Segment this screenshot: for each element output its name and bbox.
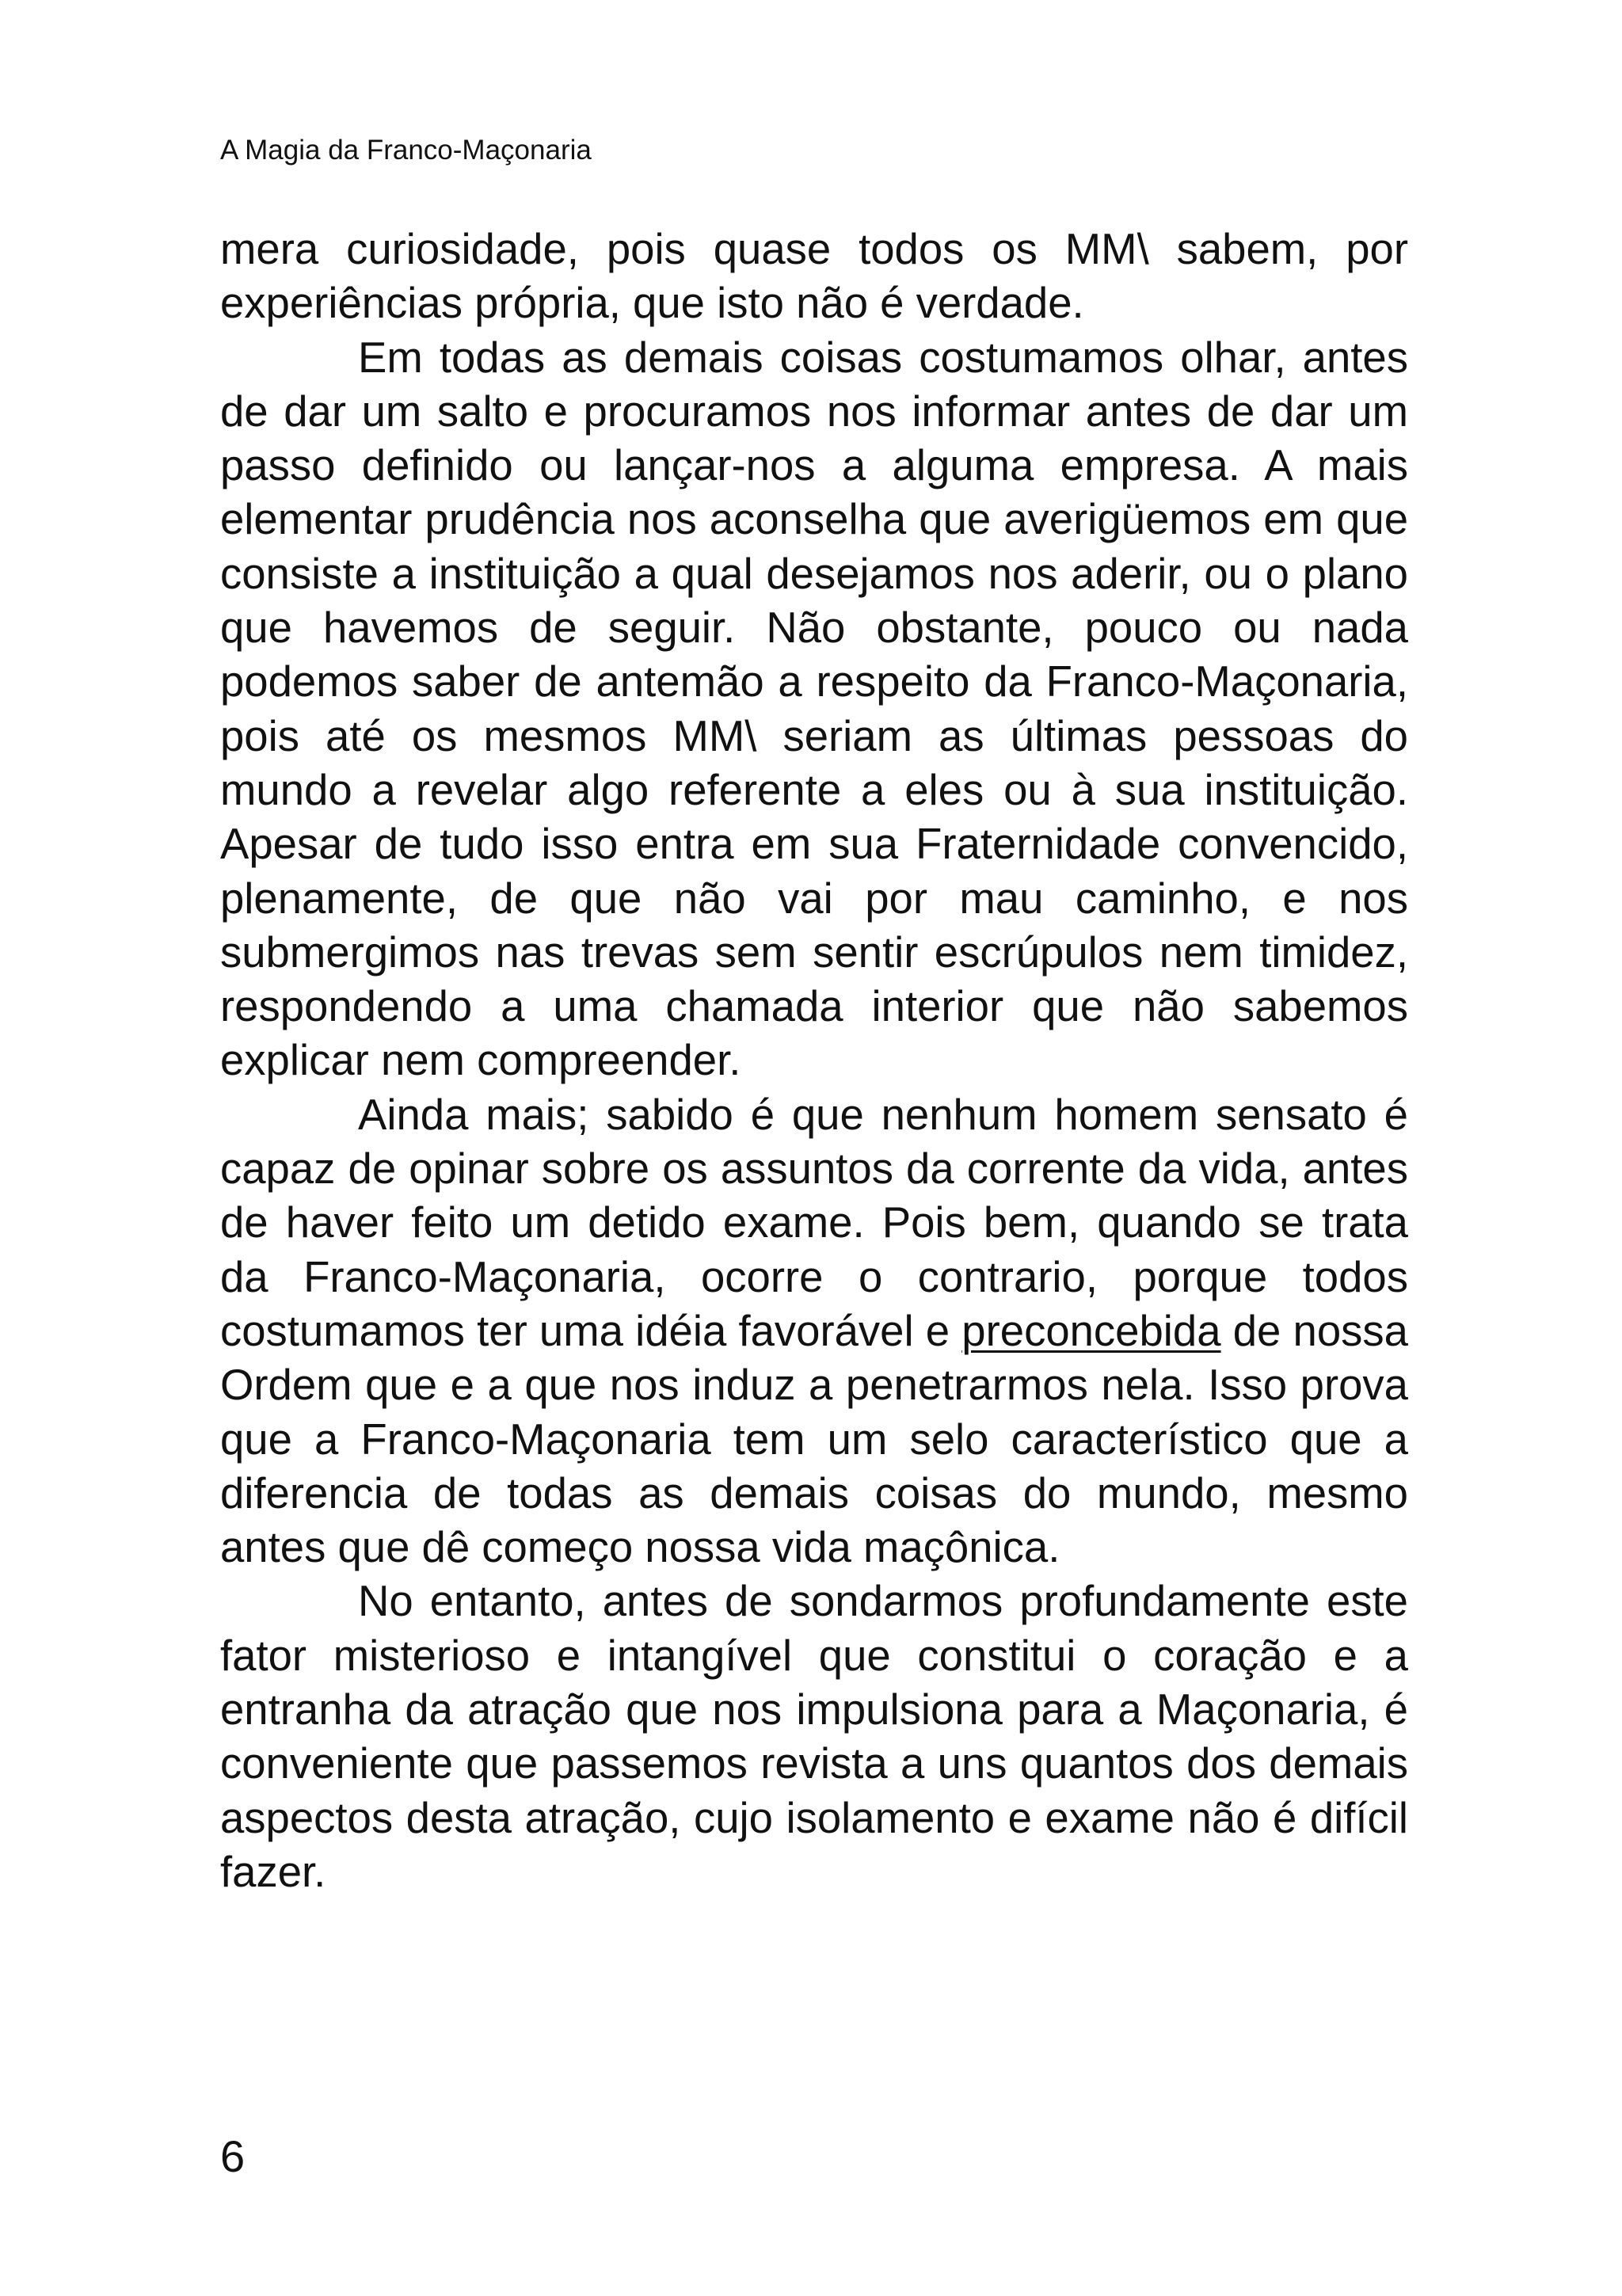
running-header: A Magia da Franco-Maçonaria [220, 135, 592, 166]
body-text [220, 223, 1408, 1899]
paragraph [220, 331, 1408, 1088]
paragraph [220, 223, 1408, 331]
text-run: No entanto, antes de sondarmos profundamente este fator misterioso e intangível que constitui o coração e a entranha da atração que nos impulsiona para a Maçonaria, é conveniente que passemos revista a uns quantos dos demais aspectos desta atração, cujo isolamento e exame não é difícil fazer. [220, 1577, 1408, 1896]
text-run: Ainda mais; sabido é que nenhum homem sensato é capaz de opinar sobre os assuntos da corrente da vida, antes de haver feito um detido exame. Pois bem, quando se trata da Franco-Maçonaria, ocorre o contrario, porque todos costumamos ter uma idéia favorável e [220, 1090, 1408, 1355]
text-run: mera curiosidade, pois quase todos os MM\ sabem, por experiências própria, que isto não é verdade. [220, 225, 1408, 328]
underlined-word: preconcebida [961, 1306, 1221, 1355]
page-number: 6 [220, 2131, 246, 2181]
text-run: de nossa Ordem que e a que nos induz a penetrarmos nela. Isso prova que a Franco-Maçonaria tem um selo característico que a diferencia de todas as demais coisas do mundo, mesmo antes que dê começo nossa vida maçônica. [220, 1306, 1408, 1572]
paragraph [220, 1574, 1408, 1899]
text-run: Em todas as demais coisas costumamos olhar, antes de dar um salto e procuramos nos informar antes de dar um passo definido ou lançar-nos a alguma empresa. A mais elementar prudência nos aconselha que averigüemos em que consiste a instituição a qual desejamos nos aderir, ou o plano que havemos de seguir. Não obstante, pouco ou nada podemos saber de antemão a respeito da Franco-Maçonaria, pois até os mesmos MM\ seriam as últimas pessoas do mundo a revelar algo referente a eles ou à sua instituição. Apesar de tudo isso entra em sua Fraternidade convencido, plenamente, de que não vai por mau caminho, e nos submergimos nas trevas sem sentir escrúpulos nem timidez, respondendo a uma chamada interior que não sabemos explicar nem compreender. [220, 333, 1408, 1085]
paragraph [220, 1088, 1408, 1575]
